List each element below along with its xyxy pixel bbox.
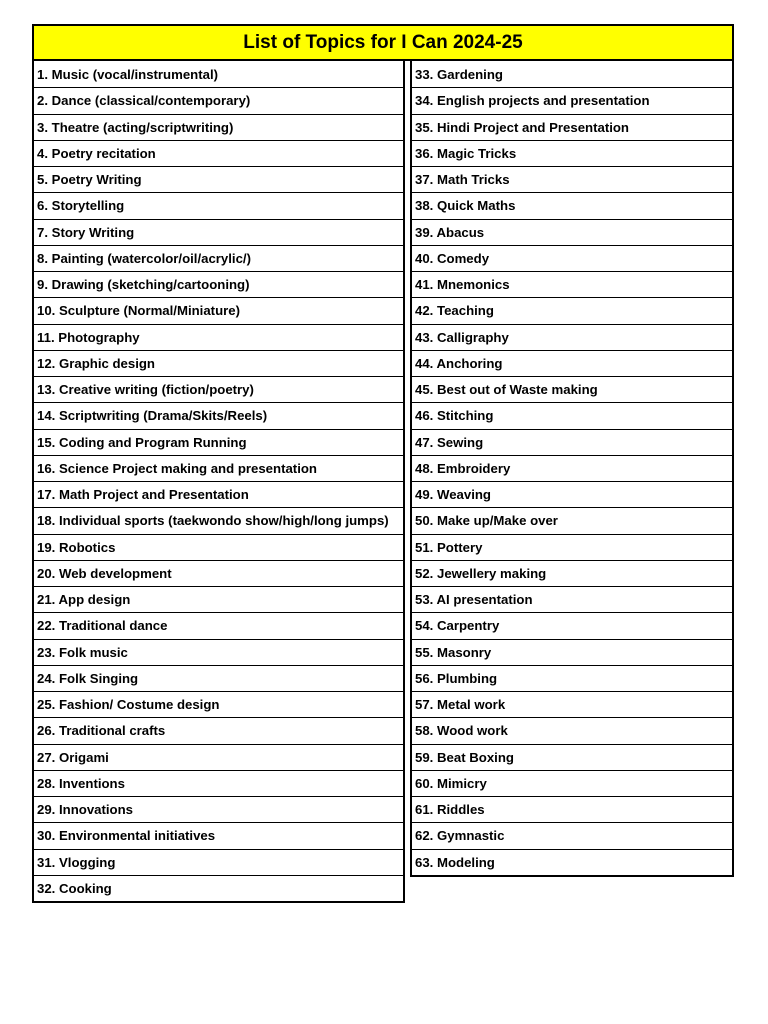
topic-row: 61. Riddles xyxy=(412,796,732,822)
topic-row: 22. Traditional dance xyxy=(34,612,403,638)
topic-row: 25. Fashion/ Costume design xyxy=(34,691,403,717)
topic-row: 1. Music (vocal/instrumental) xyxy=(37,66,219,82)
topic-row: 39. Abacus xyxy=(412,219,732,245)
topic-row: 56. Plumbing xyxy=(412,665,732,691)
topics-sheet xyxy=(32,24,734,896)
topic-row: 4. Poetry recitation xyxy=(34,140,403,166)
topic-row: 45. Best out of Waste making xyxy=(412,376,732,402)
topic-row: 48. Embroidery xyxy=(412,455,732,481)
topic-row: 44. Anchoring xyxy=(412,350,732,376)
topic-row: 27. Origami xyxy=(34,744,403,770)
topic-row: 24. Folk Singing xyxy=(34,665,403,691)
topic-row: 52. Jewellery making xyxy=(412,560,732,586)
topics-column-right xyxy=(410,61,734,877)
topic-row: 18. Individual sports (taekwondo show/high/long jumps) xyxy=(34,507,403,533)
topic-row: 55. Masonry xyxy=(412,639,732,665)
topic-row: 12. Graphic design xyxy=(34,350,403,376)
topic-row: 8. Painting (watercolor/oil/acrylic/) xyxy=(34,245,403,271)
topic-row: 23. Folk music xyxy=(34,639,403,665)
topic-row: 54. Carpentry xyxy=(412,612,732,638)
topics-column-left xyxy=(32,61,405,903)
topic-row: 34. English projects and presentation xyxy=(412,87,732,113)
topic-row: 57. Metal work xyxy=(412,691,732,717)
topic-row: 6. Storytelling xyxy=(34,192,403,218)
topic-row: 15. Coding and Program Running xyxy=(34,429,403,455)
topic-row: 16. Science Project making and presentation xyxy=(34,455,403,481)
topic-row: 63. Modeling xyxy=(412,849,732,875)
topic-row: 5. Poetry Writing xyxy=(34,166,403,192)
topic-row: 10. Sculpture (Normal/Miniature) xyxy=(34,297,403,323)
topic-row: 3. Theatre (acting/scriptwriting) xyxy=(34,114,403,140)
topic-row: 17. Math Project and Presentation xyxy=(34,481,403,507)
topic-row: 43. Calligraphy xyxy=(412,324,732,350)
topic-row: 26. Traditional crafts xyxy=(34,717,403,743)
topic-row: 13. Creative writing (fiction/poetry) xyxy=(34,376,403,402)
topic-row: 19. Robotics xyxy=(34,534,403,560)
topic-row: 47. Sewing xyxy=(412,429,732,455)
topic-row: 7. Story Writing xyxy=(34,219,403,245)
topic-row: 42. Teaching xyxy=(412,297,732,323)
topic-row: 14. Scriptwriting (Drama/Skits/Reels) xyxy=(34,402,403,428)
topic-row: 28. Inventions xyxy=(34,770,403,796)
topic-row: 40. Comedy xyxy=(412,245,732,271)
topic-row: 33. Gardening xyxy=(415,66,503,82)
topic-row: 50. Make up/Make over xyxy=(412,507,732,533)
topic-row: 51. Pottery xyxy=(412,534,732,560)
topic-row: 35. Hindi Project and Presentation xyxy=(412,114,732,140)
topic-row: 53. AI presentation xyxy=(412,586,732,612)
topic-row: 2. Dance (classical/contemporary) xyxy=(34,87,403,113)
topic-row: 36. Magic Tricks xyxy=(412,140,732,166)
topic-row: 38. Quick Maths xyxy=(412,192,732,218)
topic-row: 29. Innovations xyxy=(34,796,403,822)
topic-row: 41. Mnemonics xyxy=(412,271,732,297)
topic-row: 59. Beat Boxing xyxy=(412,744,732,770)
topic-row: 31. Vlogging xyxy=(34,849,403,875)
topic-row: 58. Wood work xyxy=(412,717,732,743)
topic-row: 49. Weaving xyxy=(412,481,732,507)
topic-row: 21. App design xyxy=(34,586,403,612)
topic-row: 62. Gymnastic xyxy=(412,822,732,848)
page-title: List of Topics for I Can 2024-25 xyxy=(32,24,734,61)
topic-row: 9. Drawing (sketching/cartooning) xyxy=(34,271,403,297)
topic-row: 32. Cooking xyxy=(34,875,403,901)
topic-row: 37. Math Tricks xyxy=(412,166,732,192)
topic-row: 20. Web development xyxy=(34,560,403,586)
topic-row: 60. Mimicry xyxy=(412,770,732,796)
topic-row: 11. Photography xyxy=(34,324,403,350)
topic-row: 30. Environmental initiatives xyxy=(34,822,403,848)
topic-row: 46. Stitching xyxy=(412,402,732,428)
